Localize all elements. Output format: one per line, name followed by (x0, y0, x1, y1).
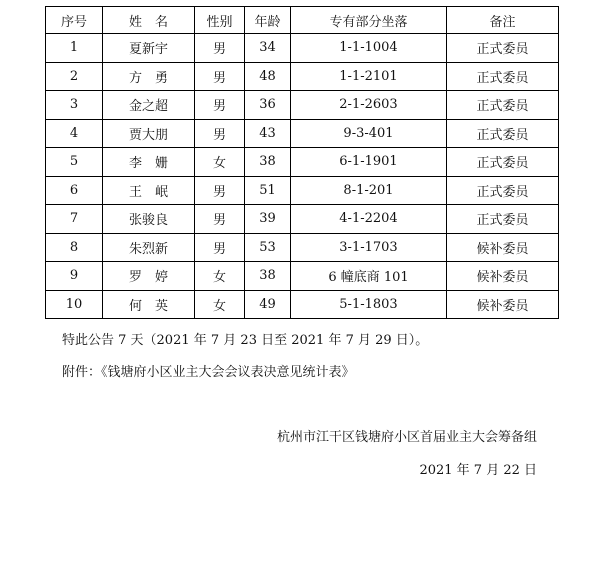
table-cell: 正式委员 (447, 91, 559, 120)
table-cell: 方 勇 (103, 62, 195, 91)
header-cell: 备注 (447, 7, 559, 34)
table-cell: 罗 婷 (103, 262, 195, 291)
table-cell: 候补委员 (447, 262, 559, 291)
table-cell: 9 (46, 262, 103, 291)
table-cell: 男 (195, 34, 245, 63)
table-cell: 4-1-2204 (291, 205, 447, 234)
table-row (46, 205, 559, 234)
table-row (46, 62, 559, 91)
table-cell: 2-1-2603 (291, 91, 447, 120)
table-cell: 男 (195, 119, 245, 148)
table-cell: 2 (46, 62, 103, 91)
table-cell: 候补委员 (447, 290, 559, 319)
table-row (46, 233, 559, 262)
table-cell: 5 (46, 148, 103, 177)
notice-text: 特此公告 7 天（2021 年 7 月 23 日至 2021 年 7 月 29 日）。 (62, 333, 429, 348)
header-cell: 专有部分坐落 (291, 7, 447, 34)
header-cell: 年龄 (245, 7, 291, 34)
table-cell: 8-1-201 (291, 176, 447, 205)
table-cell: 3-1-1703 (291, 233, 447, 262)
table-cell: 金之超 (103, 91, 195, 120)
table-cell: 34 (245, 34, 291, 63)
table-cell: 9-3-401 (291, 119, 447, 148)
table-cell: 1-1-1004 (291, 34, 447, 63)
table-cell: 6 (46, 176, 103, 205)
signature-date: 2021 年 7 月 22 日 (419, 463, 537, 478)
table-cell: 4 (46, 119, 103, 148)
table-cell: 候补委员 (447, 233, 559, 262)
table-cell: 男 (195, 205, 245, 234)
table-cell: 1 (46, 34, 103, 63)
table-cell: 6 幢底商 101 (291, 262, 447, 291)
table-cell: 男 (195, 176, 245, 205)
table-cell: 男 (195, 62, 245, 91)
table-cell: 李 姗 (103, 148, 195, 177)
table-cell: 正式委员 (447, 205, 559, 234)
table-cell: 女 (195, 262, 245, 291)
table-cell: 正式委员 (447, 176, 559, 205)
table-cell: 正式委员 (447, 119, 559, 148)
table-row (46, 148, 559, 177)
table-cell: 男 (195, 233, 245, 262)
table-cell: 43 (245, 119, 291, 148)
header-cell: 序号 (46, 7, 103, 34)
table-cell: 49 (245, 290, 291, 319)
table-cell: 正式委员 (447, 62, 559, 91)
table-cell: 1-1-2101 (291, 62, 447, 91)
table-cell: 何 英 (103, 290, 195, 319)
table-cell: 10 (46, 290, 103, 319)
table-row (46, 290, 559, 319)
table-cell: 6-1-1901 (291, 148, 447, 177)
table-cell: 张骏良 (103, 205, 195, 234)
table-cell: 女 (195, 148, 245, 177)
table-cell: 正式委员 (447, 34, 559, 63)
attachment-text: 附件：《钱塘府小区业主大会会议表决意见统计表》 (62, 365, 355, 380)
table-row (46, 119, 559, 148)
signature-org: 杭州市江干区钱塘府小区首届业主大会筹备组 (276, 430, 537, 445)
table-cell: 5-1-1803 (291, 290, 447, 319)
table-cell: 朱烈新 (103, 233, 195, 262)
table-row (46, 34, 559, 63)
table-cell: 53 (245, 233, 291, 262)
table-cell: 7 (46, 205, 103, 234)
member-table (45, 6, 559, 319)
table-cell: 王 岷 (103, 176, 195, 205)
header-cell: 性别 (195, 7, 245, 34)
table-cell: 38 (245, 262, 291, 291)
table-row (46, 91, 559, 120)
table-cell: 8 (46, 233, 103, 262)
table-cell: 38 (245, 148, 291, 177)
table-row (46, 176, 559, 205)
table-cell: 36 (245, 91, 291, 120)
table-cell: 正式委员 (447, 148, 559, 177)
table-cell: 3 (46, 91, 103, 120)
table-cell: 39 (245, 205, 291, 234)
table-cell: 贾大朋 (103, 119, 195, 148)
table-cell: 51 (245, 176, 291, 205)
table-cell: 夏新宇 (103, 34, 195, 63)
header-cell: 姓 名 (103, 7, 195, 34)
table-row (46, 262, 559, 291)
table-header-row (46, 7, 559, 34)
table-cell: 男 (195, 91, 245, 120)
table-cell: 女 (195, 290, 245, 319)
table-cell: 48 (245, 62, 291, 91)
